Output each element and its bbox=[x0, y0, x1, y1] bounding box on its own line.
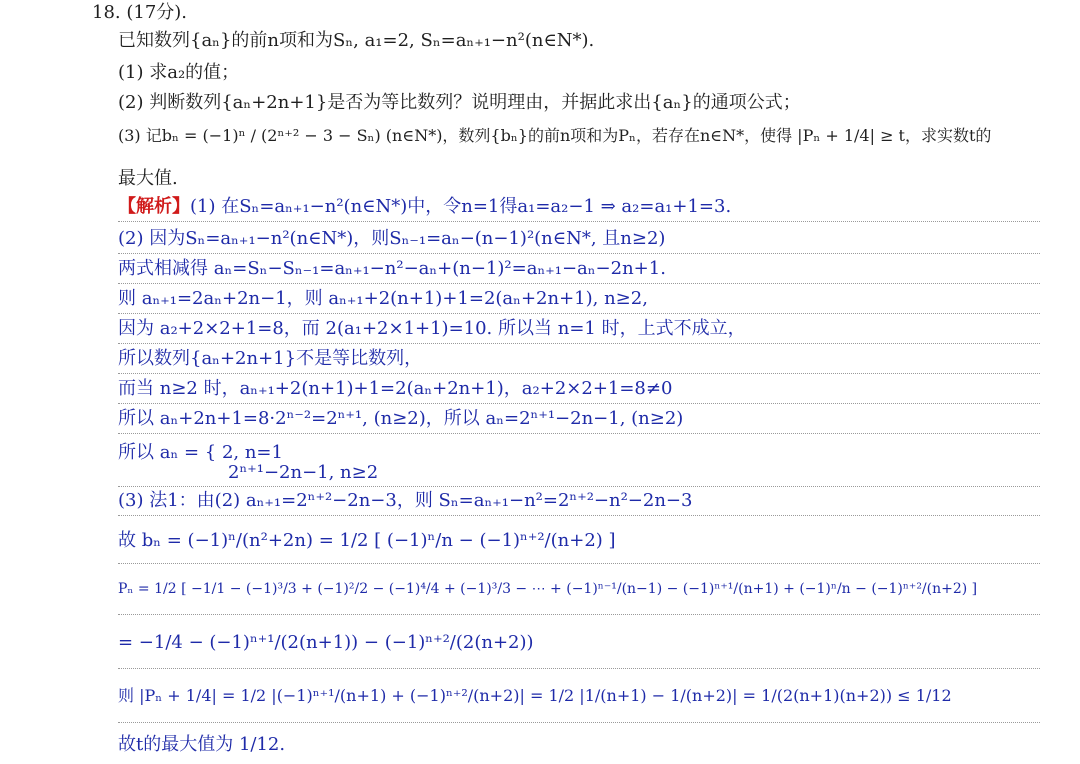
rule bbox=[118, 515, 1040, 516]
problem-number: 18. (17分). bbox=[92, 2, 188, 23]
rule bbox=[118, 722, 1040, 723]
solution-line-5: 因为 a₂+2×2+1=8，而 2(a₁+2×1+1)=10. 所以当 n=1 时，上式不成立， bbox=[118, 318, 746, 339]
solution-line-9a: 所以 aₙ = { 2, n=1 bbox=[118, 442, 283, 463]
problem-part-3-cont: 最大值. bbox=[118, 168, 178, 189]
solution-line-12: Pₙ = 1/2 [ −1/1 − (−1)³/3 + (−1)²/2 − (−1)⁴/4 + (−1)³/3 − ⋯ + (−1)ⁿ⁻¹/(n−1) − (−1)ⁿ⁺¹/(n+1) + (−1)ⁿ/n − (−1)ⁿ⁺²/(n+2) ] bbox=[118, 581, 978, 597]
rule bbox=[118, 343, 1040, 344]
solution-line-1 bbox=[118, 196, 731, 218]
problem-part-2: (2) 判断数列{aₙ+2n+1}是否为等比数列？说明理由，并据此求出{aₙ}的通项公式； bbox=[118, 92, 801, 113]
solution-line-15: 故t的最大值为 1/12. bbox=[118, 734, 286, 755]
solution-line-2: (2) 因为Sₙ=aₙ₊₁−n²(n∈N*)，则Sₙ₋₁=aₙ−(n−1)²(n∈N*, 且n≥2) bbox=[118, 228, 666, 249]
problem-part-1: (1) 求a₂的值； bbox=[118, 62, 240, 83]
rule bbox=[118, 486, 1040, 487]
rule bbox=[118, 668, 1040, 669]
rule bbox=[118, 373, 1040, 374]
rule bbox=[118, 283, 1040, 284]
rule bbox=[118, 313, 1040, 314]
solution-line-4: 则 aₙ₊₁=2aₙ+2n−1，则 aₙ₊₁+2(n+1)+1=2(aₙ+2n+1), n≥2, bbox=[118, 288, 648, 309]
solution-line-3: 两式相减得 aₙ=Sₙ−Sₙ₋₁=aₙ₊₁−n²−aₙ+(n−1)²=aₙ₊₁−aₙ−2n+1. bbox=[118, 258, 666, 279]
rule bbox=[118, 253, 1040, 254]
rule bbox=[118, 614, 1040, 615]
rule bbox=[118, 403, 1040, 404]
solution-line-7: 而当 n≥2 时，aₙ₊₁+2(n+1)+1=2(aₙ+2n+1)，a₂+2×2+1=8≠0 bbox=[118, 378, 673, 399]
solution-line-9b: 2ⁿ⁺¹−2n−1, n≥2 bbox=[228, 462, 379, 483]
solution-line-13: = −1/4 − (−1)ⁿ⁺¹/(2(n+1)) − (−1)ⁿ⁺²/(2(n+2)) bbox=[118, 632, 534, 653]
rule bbox=[118, 563, 1040, 564]
rule bbox=[118, 221, 1040, 222]
solution-line-6: 所以数列{aₙ+2n+1}不是等比数列， bbox=[118, 348, 423, 369]
solution-line-10: (3) 法1：由(2) aₙ₊₁=2ⁿ⁺²−2n−3，则 Sₙ=aₙ₊₁−n²=2ⁿ⁺²−n²−2n−3 bbox=[118, 490, 693, 511]
solution-line-11: 故 bₙ = (−1)ⁿ/(n²+2n) = 1/2 [ (−1)ⁿ/n − (−1)ⁿ⁺²/(n+2) ] bbox=[118, 530, 616, 551]
problem-part-3: (3) 记bₙ = (−1)ⁿ / (2ⁿ⁺² − 3 − Sₙ) (n∈N*)，数列{bₙ}的前n项和为Pₙ，若存在n∈N*，使得 |Pₙ + 1/4| ≥ t，求实数t的 bbox=[118, 126, 992, 145]
rule bbox=[118, 433, 1040, 434]
solution-line-8: 所以 aₙ+2n+1=8·2ⁿ⁻²=2ⁿ⁺¹, (n≥2)，所以 aₙ=2ⁿ⁺¹−2n−1, (n≥2) bbox=[118, 408, 684, 429]
solution-label: 【解析】 bbox=[118, 196, 190, 217]
solution-line-1-text: (1) 在Sₙ=aₙ₊₁−n²(n∈N*)中，令n=1得a₁=a₂−1 ⇒ a₂=a₁+1=3. bbox=[190, 196, 732, 217]
solution-line-14: 则 |Pₙ + 1/4| = 1/2 |(−1)ⁿ⁺¹/(n+1) + (−1)ⁿ⁺²/(n+2)| = 1/2 |1/(n+1) − 1/(n+2)| = 1/(2(n+1)(n+2)) ≤ 1/12 bbox=[118, 686, 952, 705]
problem-stem: 已知数列{aₙ}的前n项和为Sₙ, a₁=2, Sₙ=aₙ₊₁−n²(n∈N*). bbox=[118, 30, 595, 51]
